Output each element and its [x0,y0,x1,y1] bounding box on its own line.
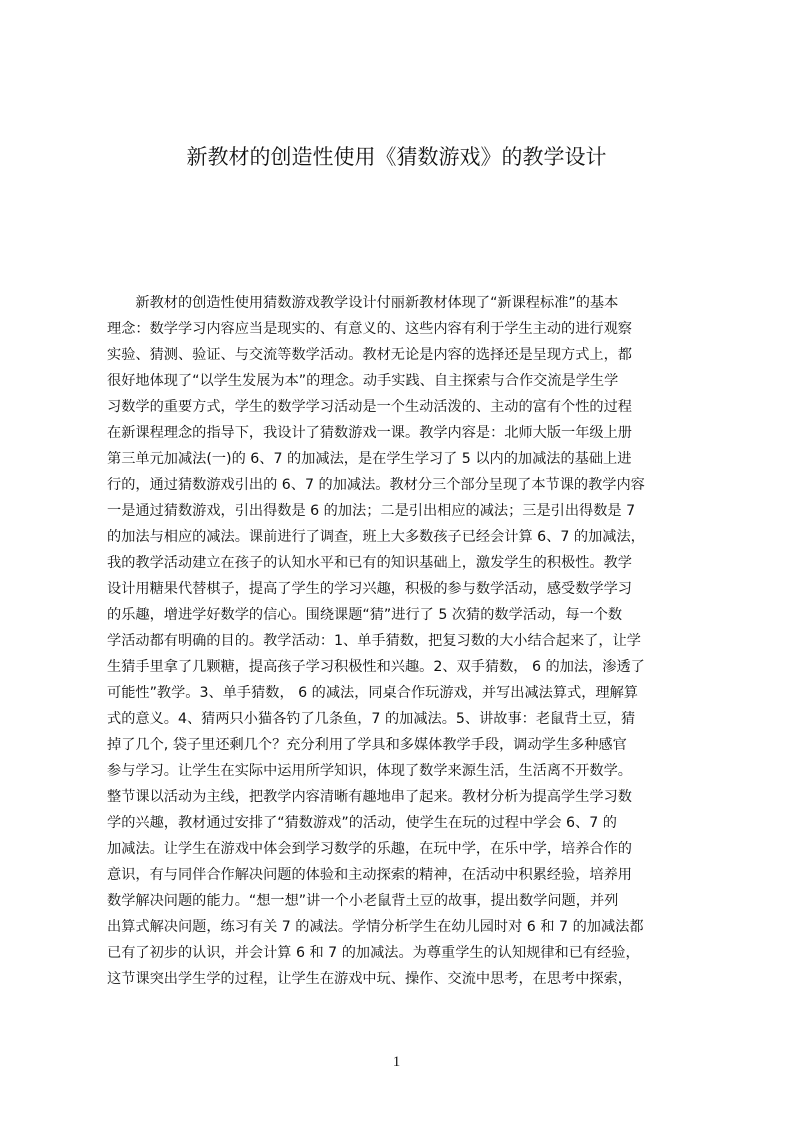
body-line: 生猜手里拿了几颗糖，提高孩子学习积极性和兴趣。2、双手猜数， 6 的加法，渗透了 [107,659,645,675]
body-line: 式的意义。4、猜两只小猫各钓了几条鱼，7 的加减法。5、讲故事：老鼠背土豆，猜 [107,711,636,727]
body-line: 很好地体现了“以学生发展为本”的理念。动手实践、自主探索与合作交流是学生学 [107,373,619,389]
body-line: 已有了初步的认识，并会计算 6 和 7 的加减法。为尊重学生的认知规律和已有经验， [107,945,640,961]
body-line: 理念：数学学习内容应当是现实的、有意义的、这些内容有利于学生主动的进行观察 [107,321,632,337]
body-line: 一是通过猜数游戏，引出得数是 6 的加法；二是引出相应的减法；三是引出得数是 7 [107,503,636,519]
page-number: 1 [392,1054,401,1070]
body-line: 可能性”教学。3、单手猜数， 6 的减法，同桌合作玩游戏，并写出减法算式，理解算 [107,685,638,701]
body-line: 数学解决问题的能力。“想一想”讲一个小老鼠背土豆的故事，提出数学问题，并列 [107,893,619,909]
body-line: 参与学习。让学生在实际中运用所学知识，体现了数学来源生活，生活离不开数学。 [107,763,632,779]
body-line: 掉了几个, 袋子里还剩几个？充分利用了学具和多媒体教学手段，调动学生多种感官 [107,737,627,753]
body-line: 新教材的创造性使用猜数游戏教学设计付丽新教材体现了“新课程标准”的基本 [107,295,619,311]
body-line: 的乐趣，增进学好数学的信心。围绕课题“猜”进行了 5 次猜的数学活动，每一个数 [107,607,623,623]
body-line: 加减法。让学生在游戏中体会到学习数学的乐趣，在玩中学，在乐中学，培养合作的 [107,841,632,857]
body-line: 我的教学活动建立在孩子的认知水平和已有的知识基础上，激发学生的积极性。教学 [107,555,632,571]
document-title: 新教材的创造性使用《猜数游戏》的教学设计 [186,145,607,169]
body-line: 学的兴趣，教材通过安排了“猜数游戏”的活动，使学生在玩的过程中学会 6、7 的 [107,815,617,831]
body-line: 学活动都有明确的目的。教学活动：1、单手猜数，把复习数的大小结合起来了，让学 [107,633,641,649]
body-line: 第三单元加减法(一)的 6、7 的加减法，是在学生学习了 5 以内的加减法的基础上进 [107,451,632,467]
body-line: 整节课以活动为主线，把教学内容清晰有趣地串了起来。教材分析为提高学生学习数 [107,789,632,805]
body-line: 实验、猜测、验证、与交流等数学活动。教材无论是内容的选择还是呈现方式上，都 [107,347,632,363]
body-line: 意识，有与同伴合作解决问题的体验和主动探索的精神，在活动中积累经验，培养用 [107,867,632,883]
body-line: 出算式解决问题，练习有关 7 的减法。学情分析学生在幼儿园时对 6 和 7 的加减法都 [107,919,644,935]
body-line: 设计用糖果代替棋子，提高了学生的学习兴趣，积极的参与数学活动，感受数学学习 [107,581,632,597]
body-line: 在新课程理念的指导下，我设计了猜数游戏一课。教学内容是：北师大版一年级上册 [107,425,632,441]
document-body [107,290,698,987]
body-line: 行的，通过猜数游戏引出的 6、7 的加减法。教材分三个部分呈现了本节课的教学内容 [107,477,645,493]
body-line: 这节课突出学生学的过程，让学生在游戏中玩、操作、交流中思考，在思考中探索， [107,971,632,987]
body-line: 习数学的重要方式，学生的数学学习活动是一个生动活泼的、主动的富有个性的过程 [107,399,632,415]
body-line: 的加法与相应的减法。课前进行了调查，班上大多数孩子已经会计算 6、7 的加减法， [107,529,645,545]
